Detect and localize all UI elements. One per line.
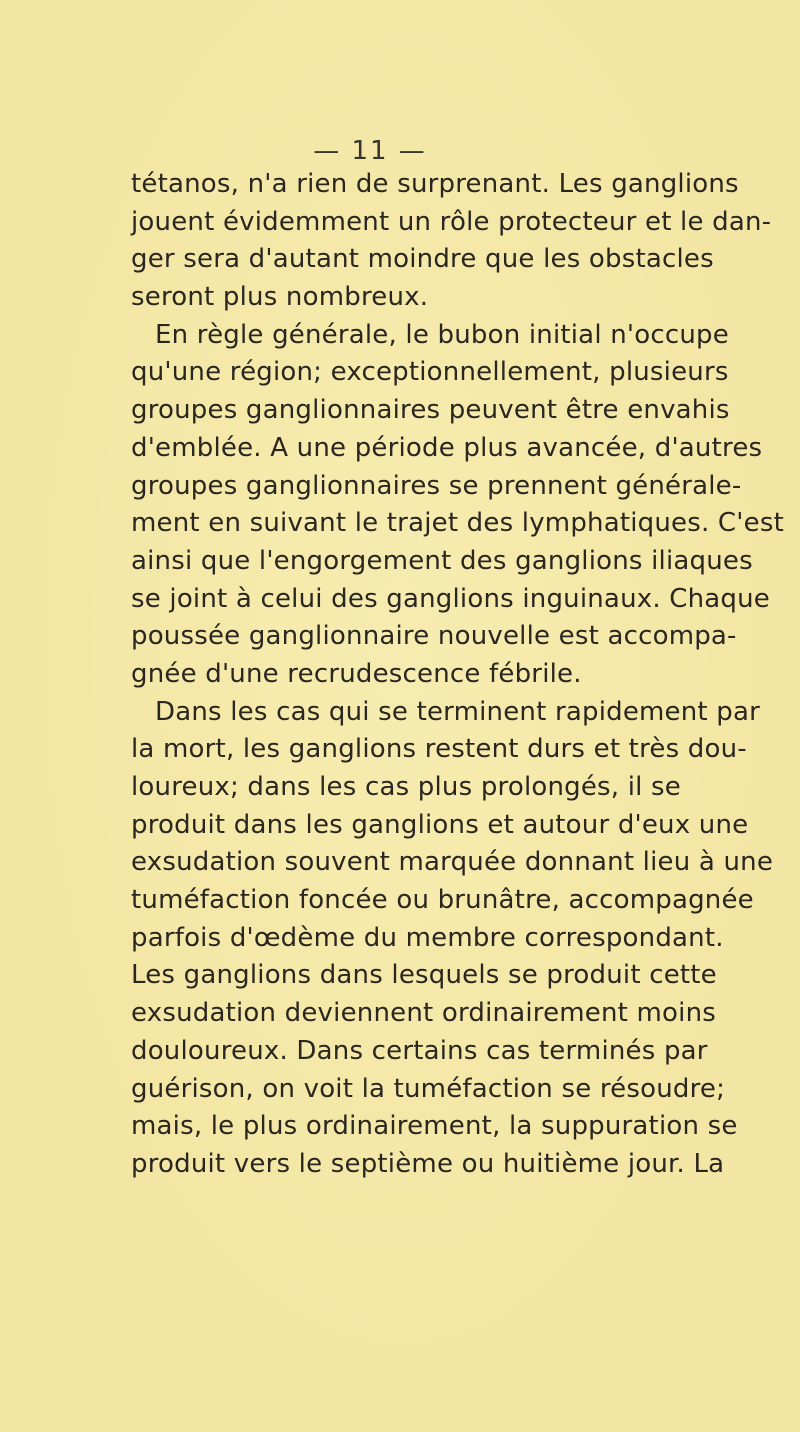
text-line: douloureux. Dans certains cas terminés par [131,1035,708,1066]
text-line: Les ganglions dans lesquels se produit cette [131,960,717,991]
text-line: tétanos, n'a rien de surprenant. Les ganglions [131,169,739,199]
text-line: groupes ganglionnaires peuvent être envahis [131,395,730,426]
page-number: — 11 — [313,136,427,166]
text-line: ainsi que l'engorgement des ganglions iliaques [131,545,753,576]
paragraph-first-line: En règle générale, le bubon initial n'occupe [155,319,729,350]
text-line: exsudation souvent marquée donnant lieu à une [131,847,774,878]
text-line: tuméfaction foncée ou brunâtre, accompagnée [131,885,754,916]
text-line: parfois d'œdème du membre correspondant. [131,922,724,953]
text-line: gnée d'une recrudescence fébrile. [131,658,582,689]
text-line: produit vers le septième ou huitième jour. La [131,1148,725,1179]
text-line: exsudation deviennent ordinairement moins [131,998,717,1029]
text-line: se joint à celui des ganglions inguinaux. Chaque [131,583,771,614]
text-line: jouent évidemment un rôle protecteur et le dan- [131,206,772,237]
text-line: poussée ganglionnaire nouvelle est accompa- [131,621,737,652]
text-line: loureux; dans les cas plus prolongés, il se [131,772,681,802]
text-line: la mort, les ganglions restent durs et très dou- [131,734,747,765]
text-line: mais, le plus ordinairement, la suppuration se [131,1111,738,1142]
text-line: ment en suivant le trajet des lymphatiques. C'est [131,508,784,539]
body-text [131,166,784,1184]
text-line: produit dans les ganglions et autour d'eux une [131,809,749,840]
text-line: seront plus nombreux. [131,282,429,313]
text-line: d'emblée. A une période plus avancée, d'autres [131,432,763,463]
text-line: ger sera d'autant moindre que les obstacles [131,244,714,275]
paragraph-first-line: Dans les cas qui se terminent rapidement par [155,696,761,727]
text-line: qu'une région; exceptionnellement, plusieurs [131,357,729,388]
text-line: guérison, on voit la tuméfaction se résoudre; [131,1073,726,1104]
text-line: groupes ganglionnaires se prennent générale- [131,470,742,501]
